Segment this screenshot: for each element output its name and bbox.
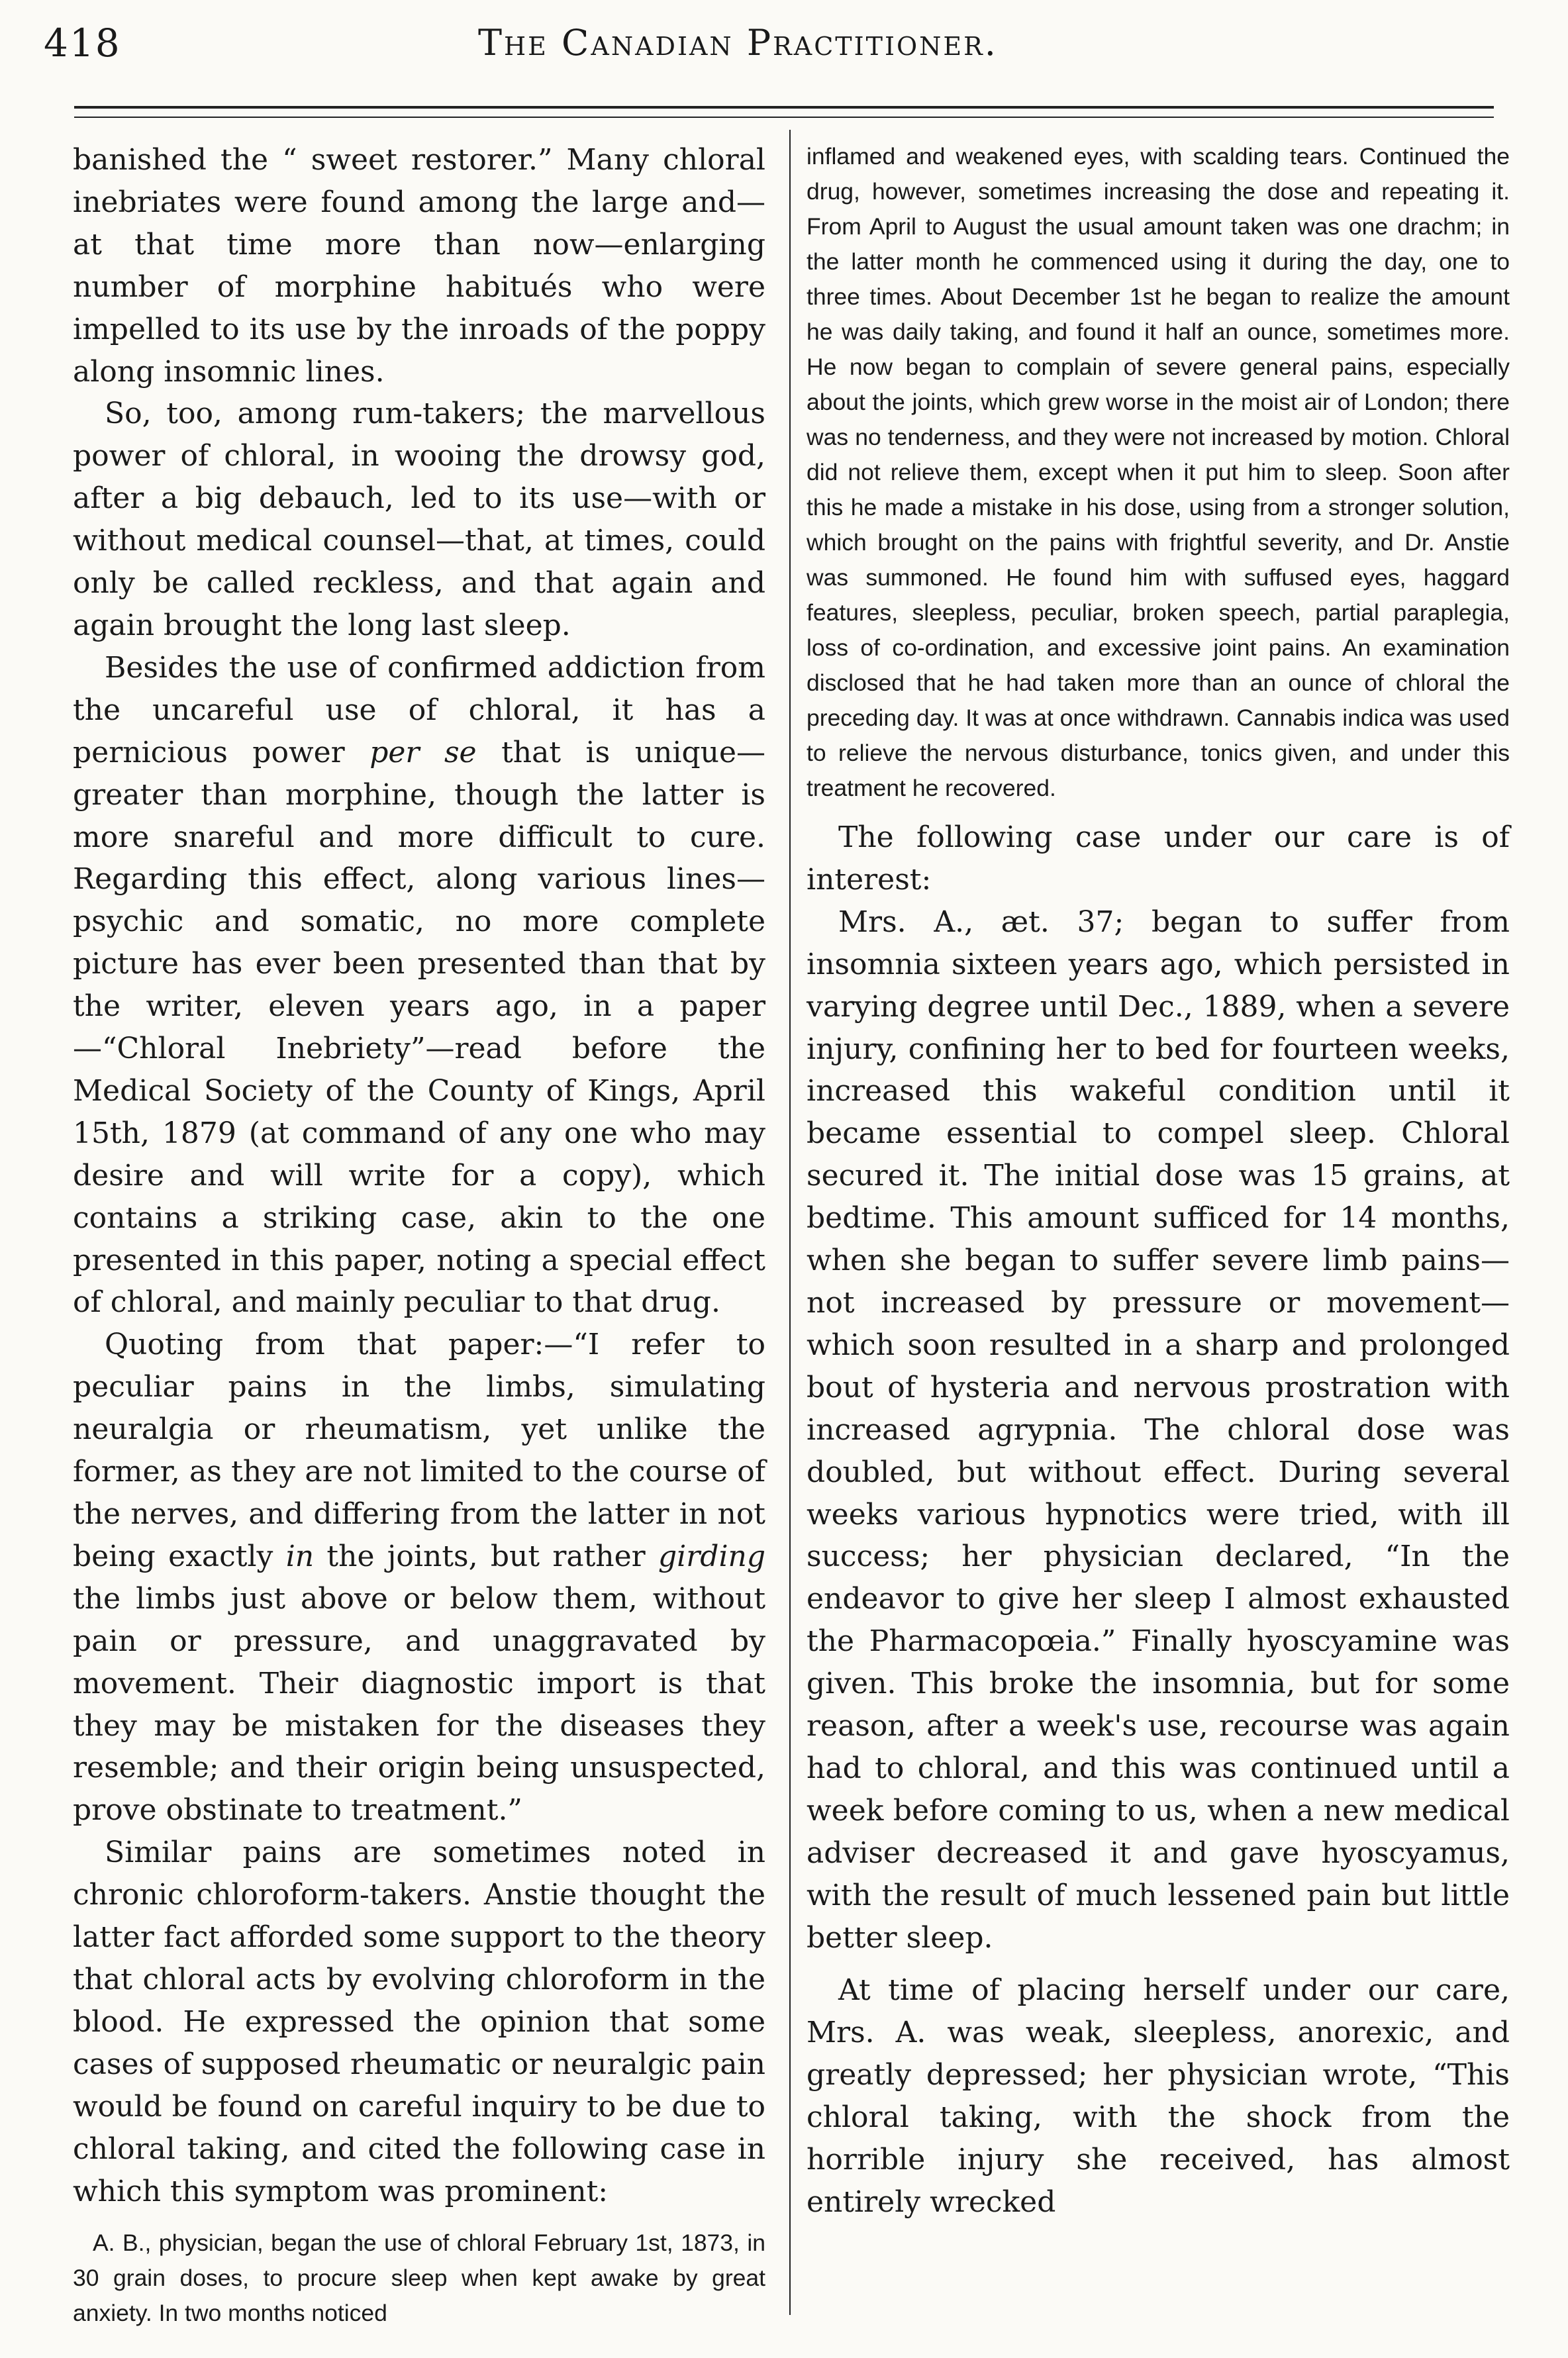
text-run: Besides the use of confirmed addiction from the uncareful use of chloral, it has a pernicious power	[73, 650, 765, 769]
paragraph: The following case under our care is of interest:	[807, 820, 1510, 897]
paragraph	[73, 647, 765, 1324]
header-rule-thin	[74, 117, 1494, 118]
italic-text: girding	[658, 1539, 766, 1573]
text-run: Quoting from that paper:—“I refer to peculiar pains in the limbs, simulating neuralgia or rheumatism, yet unlike the former, as they are not limited to the course of the nerves, and differing from the latter in not being exactly	[73, 1328, 765, 1573]
running-title: The Canadian Practitioner.	[478, 22, 998, 64]
case-report-continued: inflamed and weakened eyes, with scalding tears. Continued the drug, however, sometimes increasing the dose and repeating it. From April to August the usual amount taken was one drachm; in the latter month he commenced using it during the day, one to three times. About December 1st he began to realize the amount he was daily taking, and found it half an ounce, sometimes more. He now began to complain of severe general pains, especially about the joints, which grew worse in the moist air of London; there was no tenderness, and they were not increased by motion. Chloral did not relieve them, except when it put him to sleep. Soon after this he made a mistake in his dose, using from a stronger solution, which brought on the pains with frightful severity, and Dr. Anstie was summoned. He found him with suffused eyes, haggard features, sleepless, peculiar, broken speech, partial paraplegia, loss of co-ordination, and excessive joint pains. An examination disclosed that he had taken more than an ounce of chloral the preceding day. It was at once withdrawn. Cannabis indica was used to relieve the nervous disturbance, tonics given, and under this treatment he recovered.	[807, 143, 1510, 801]
left-column	[73, 139, 765, 2331]
paragraph	[73, 1324, 765, 1832]
paragraph: Mrs. A., æt. 37; began to suffer from insomnia sixteen years ago, which persisted in varying degree until Dec., 1889, when a severe injury, confining her to bed for fourteen weeks, increased this wakeful condition until it became essential to compel sleep. Chloral secured it. The initial dose was 15 grains, at bedtime. This amount sufficed for 14 months, when she began to suffer severe limb pains—not increased by pressure or movement—which soon resulted in a sharp and prolonged bout of hysteria and nervous prostration with increased agrypnia. The chloral dose was doubled, but without effect. During several weeks various hypnotics were tried, with ill success; her physician declared, “In the endeavor to give her sleep I almost exhausted the Pharmacopœia.” Finally hyoscyamine was given. This broke the insomnia, but for some reason, after a week's use, recourse was again had to chloral, and this was continued until a week before coming to us, when a new medical adviser decreased it and gave hyoscyamus, with the result of much lessened pain but little better sleep.	[807, 905, 1510, 1955]
paragraph: So, too, among rum-takers; the marvellous power of chloral, in wooing the drowsy god, after a big debauch, led to its use—with or without medical counsel—that, at times, could only be called reckless, and that again and again brought the long last sleep.	[73, 397, 765, 642]
text-run: the limbs just above or below them, without pain or pressure, and unaggravated by movement. Their diagnostic import is that they may be mistaken for the diseases they resemble; and their origin being unsuspected, prove obstinate to treatment.”	[73, 1581, 765, 1828]
column-divider	[789, 130, 791, 2315]
paragraph: Similar pains are sometimes noted in chronic chloroform-takers. Anstie thought the latter fact afforded some support to the theory that chloral acts by evolving chloroform in the blood. He expressed the opinion that some cases of supposed rheumatic or neuralgic pain would be found on careful inquiry to be due to chloral taking, and cited the following case in which this symptom was prominent:	[73, 1836, 765, 2208]
text-run: the joints, but rather	[314, 1539, 658, 1573]
case-report: A. B., physician, began the use of chloral February 1st, 1873, in 30 grain doses, to procure sleep when kept awake by great anxiety. In two months noticed	[73, 2230, 765, 2327]
italic-text: in	[285, 1539, 315, 1573]
page-number: 418	[44, 21, 121, 66]
italic-text: per se	[369, 735, 477, 769]
paragraph: At time of placing herself under our care, Mrs. A. was weak, sleepless, anorexic, and greatly depressed; her physician wrote, “This chloral taking, with the shock from the horrible injury she received, has almost entirely wrecked	[807, 1973, 1510, 2219]
text-run: that is unique—greater than morphine, though the latter is more snareful and more difficult to cure. Regarding this effect, along various lines—psychic and somatic, no more complete picture has ever been presented than that by the writer, eleven years ago, in a paper—“Chloral Inebriety”—read before the Medical Society of the County of Kings, April 15th, 1879 (at command of any one who may desire and will write for a copy), which contains a striking case, akin to the one presented in this paper, noting a special effect of chloral, and mainly peculiar to that drug.	[73, 735, 765, 1320]
header-rule	[74, 106, 1494, 109]
paragraph: banished the “ sweet restorer.” Many chloral inebriates were found among the large and—at that time more than now—enlarging number of morphine habitués who were impelled to its use by the inroads of the poppy along insomnic lines.	[73, 143, 765, 389]
right-column	[807, 139, 1510, 2224]
